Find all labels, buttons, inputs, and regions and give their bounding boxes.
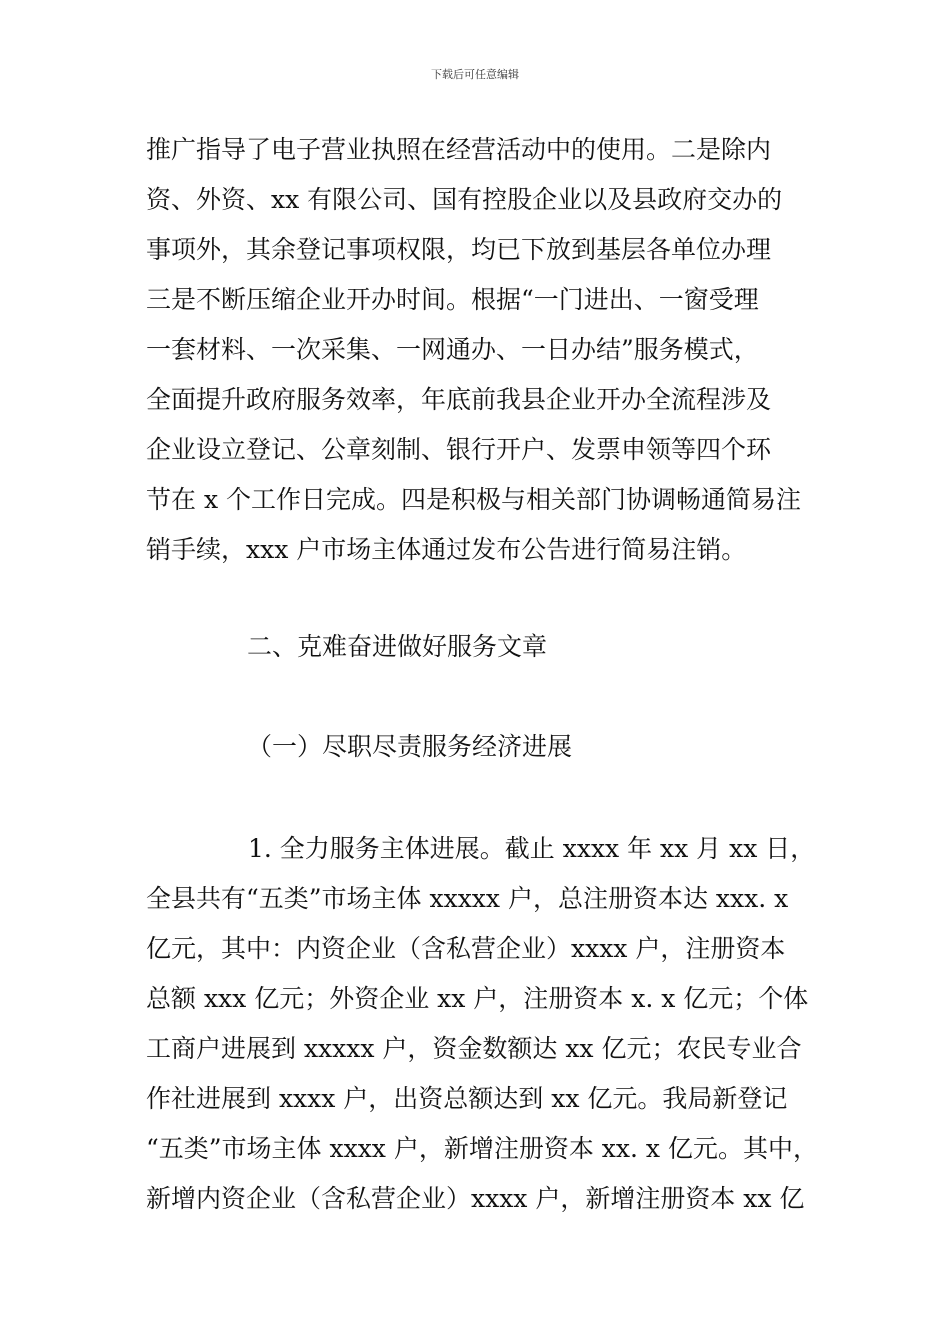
paragraph-line: 总额 xxx 亿元；外资企业 xx 户，注册资本 x. x 亿元；个体: [146, 984, 809, 1013]
paragraph-line: 作社进展到 xxxx 户，出资总额达到 xx 亿元。我局新登记: [146, 1084, 788, 1113]
paragraph-line: 销手续，xxx 户市场主体通过发布公告进行简易注销。: [146, 535, 747, 564]
paragraph-line: 三是不断压缩企业开办时间。根据“一门进出、一窗受理: [146, 285, 759, 314]
subsection-heading: （一）尽职尽责服务经济进展: [247, 732, 573, 761]
paragraph-line: 新增内资企业（含私营企业）xxxx 户，新增注册资本 xx 亿: [146, 1184, 805, 1213]
paragraph-line: “五类”市场主体 xxxx 户，新增注册资本 xx. x 亿元。其中，: [146, 1134, 818, 1163]
paragraph-line: 亿元，其中：内资企业（含私营企业）xxxx 户，注册资本: [146, 934, 786, 963]
paragraph-line: 一套材料、一次采集、一网通办、一日办结”服务模式，: [146, 335, 759, 364]
page-header: 下载后可任意编辑: [431, 68, 519, 81]
paragraph-line: 事项外，其余登记事项权限，均已下放到基层各单位办理: [146, 235, 772, 264]
paragraph-line: 资、外资、xx 有限公司、国有控股企业以及县政府交办的: [146, 185, 783, 214]
paragraph-line: 全面提升政府服务效率，年底前我县企业开办全流程涉及: [146, 385, 772, 414]
paragraph-line: 1. 全力服务主体进展。截止 xxxx 年 xx 月 xx 日，: [248, 834, 816, 863]
paragraph-line: 企业设立登记、公章刻制、银行开户、发票申领等四个环: [146, 435, 772, 464]
paragraph-line: 推广指导了电子营业执照在经营活动中的使用。二是除内: [146, 135, 772, 164]
paragraph-line: 工商户进展到 xxxxx 户，资金数额达 xx 亿元；农民专业合: [146, 1034, 802, 1063]
paragraph-line: 全县共有“五类”市场主体 xxxxx 户，总注册资本达 xxx. x: [146, 884, 789, 913]
section-heading: 二、克难奋进做好服务文章: [247, 632, 548, 661]
paragraph-line: 节在 x 个工作日完成。四是积极与相关部门协调畅通简易注: [146, 485, 801, 514]
